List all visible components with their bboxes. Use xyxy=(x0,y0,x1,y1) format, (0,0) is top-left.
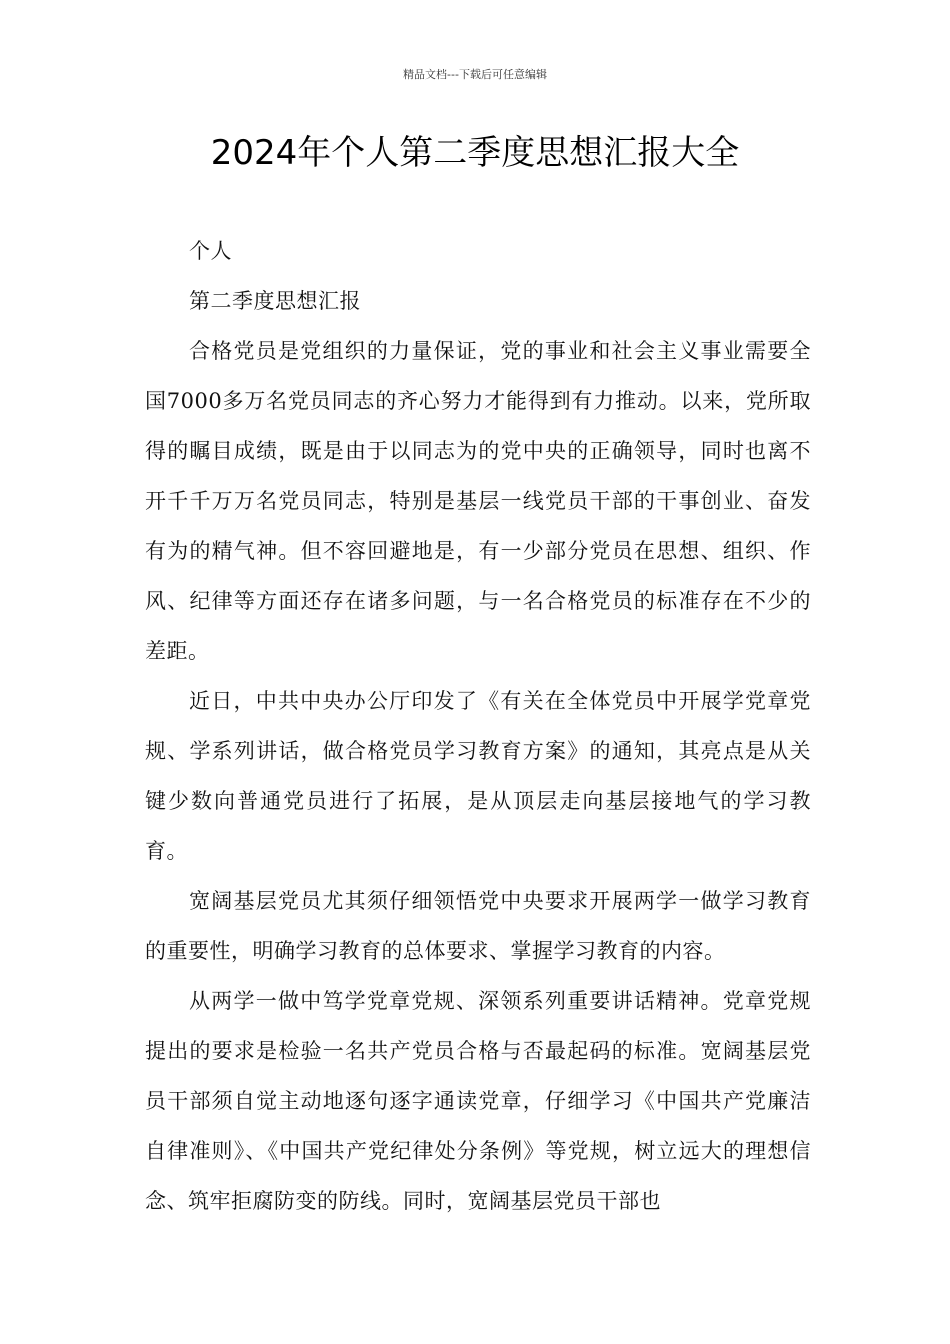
paragraph: 宽阔基层党员尤其须仔细领悟党中央要求开展两学一做学习教育的重要性，明确学习教育的总体要求、掌握学习教育的内容。 xyxy=(145,889,811,963)
paragraph: 从两学一做中笃学党章党规、深领系列重要讲话精神。党章党规提出的要求是检验一名共产党员合格与否最起码的标准。宽阔基层党员干部须自觉主动地逐句逐字通读党章，仔细学习《中国共产党廉洁自律准则》、《中国共产党纪律处分条例》等党规，树立远大的理想信念、筑牢拒腐防变的防线。同时，宽阔基层党员干部也 xyxy=(145,989,811,1213)
paragraph: 合格党员是党组织的力量保证，党的事业和社会主义事业需要全国7000多万名党员同志的齐心努力才能得到有力推动。以来，党所取得的瞩目成绩，既是由于以同志为的党中央的正确领导，同时也离不开千千万万名党员同志，特别是基层一线党员干部的干事创业、奋发有为的精气神。但不容回避地是，有一少部分党员在思想、组织、作风、纪律等方面还存在诸多问题，与一名合格党员的标准存在不少的差距。 xyxy=(145,339,811,663)
paragraph: 第二季度思想汇报 xyxy=(189,289,361,313)
document-title: 2024年个人第二季度思想汇报大全 xyxy=(210,133,740,173)
header-note: 精品文档---下载后可任意编辑 xyxy=(403,68,547,81)
document-body xyxy=(145,226,811,1226)
paragraph: 个人 xyxy=(189,239,232,263)
paragraph: 近日，中共中央办公厅印发了《有关在全体党员中开展学党章党规、学系列讲话，做合格党员学习教育方案》的通知，其亮点是从关键少数向普通党员进行了拓展，是从顶层走向基层接地气的学习教育。 xyxy=(145,689,811,863)
